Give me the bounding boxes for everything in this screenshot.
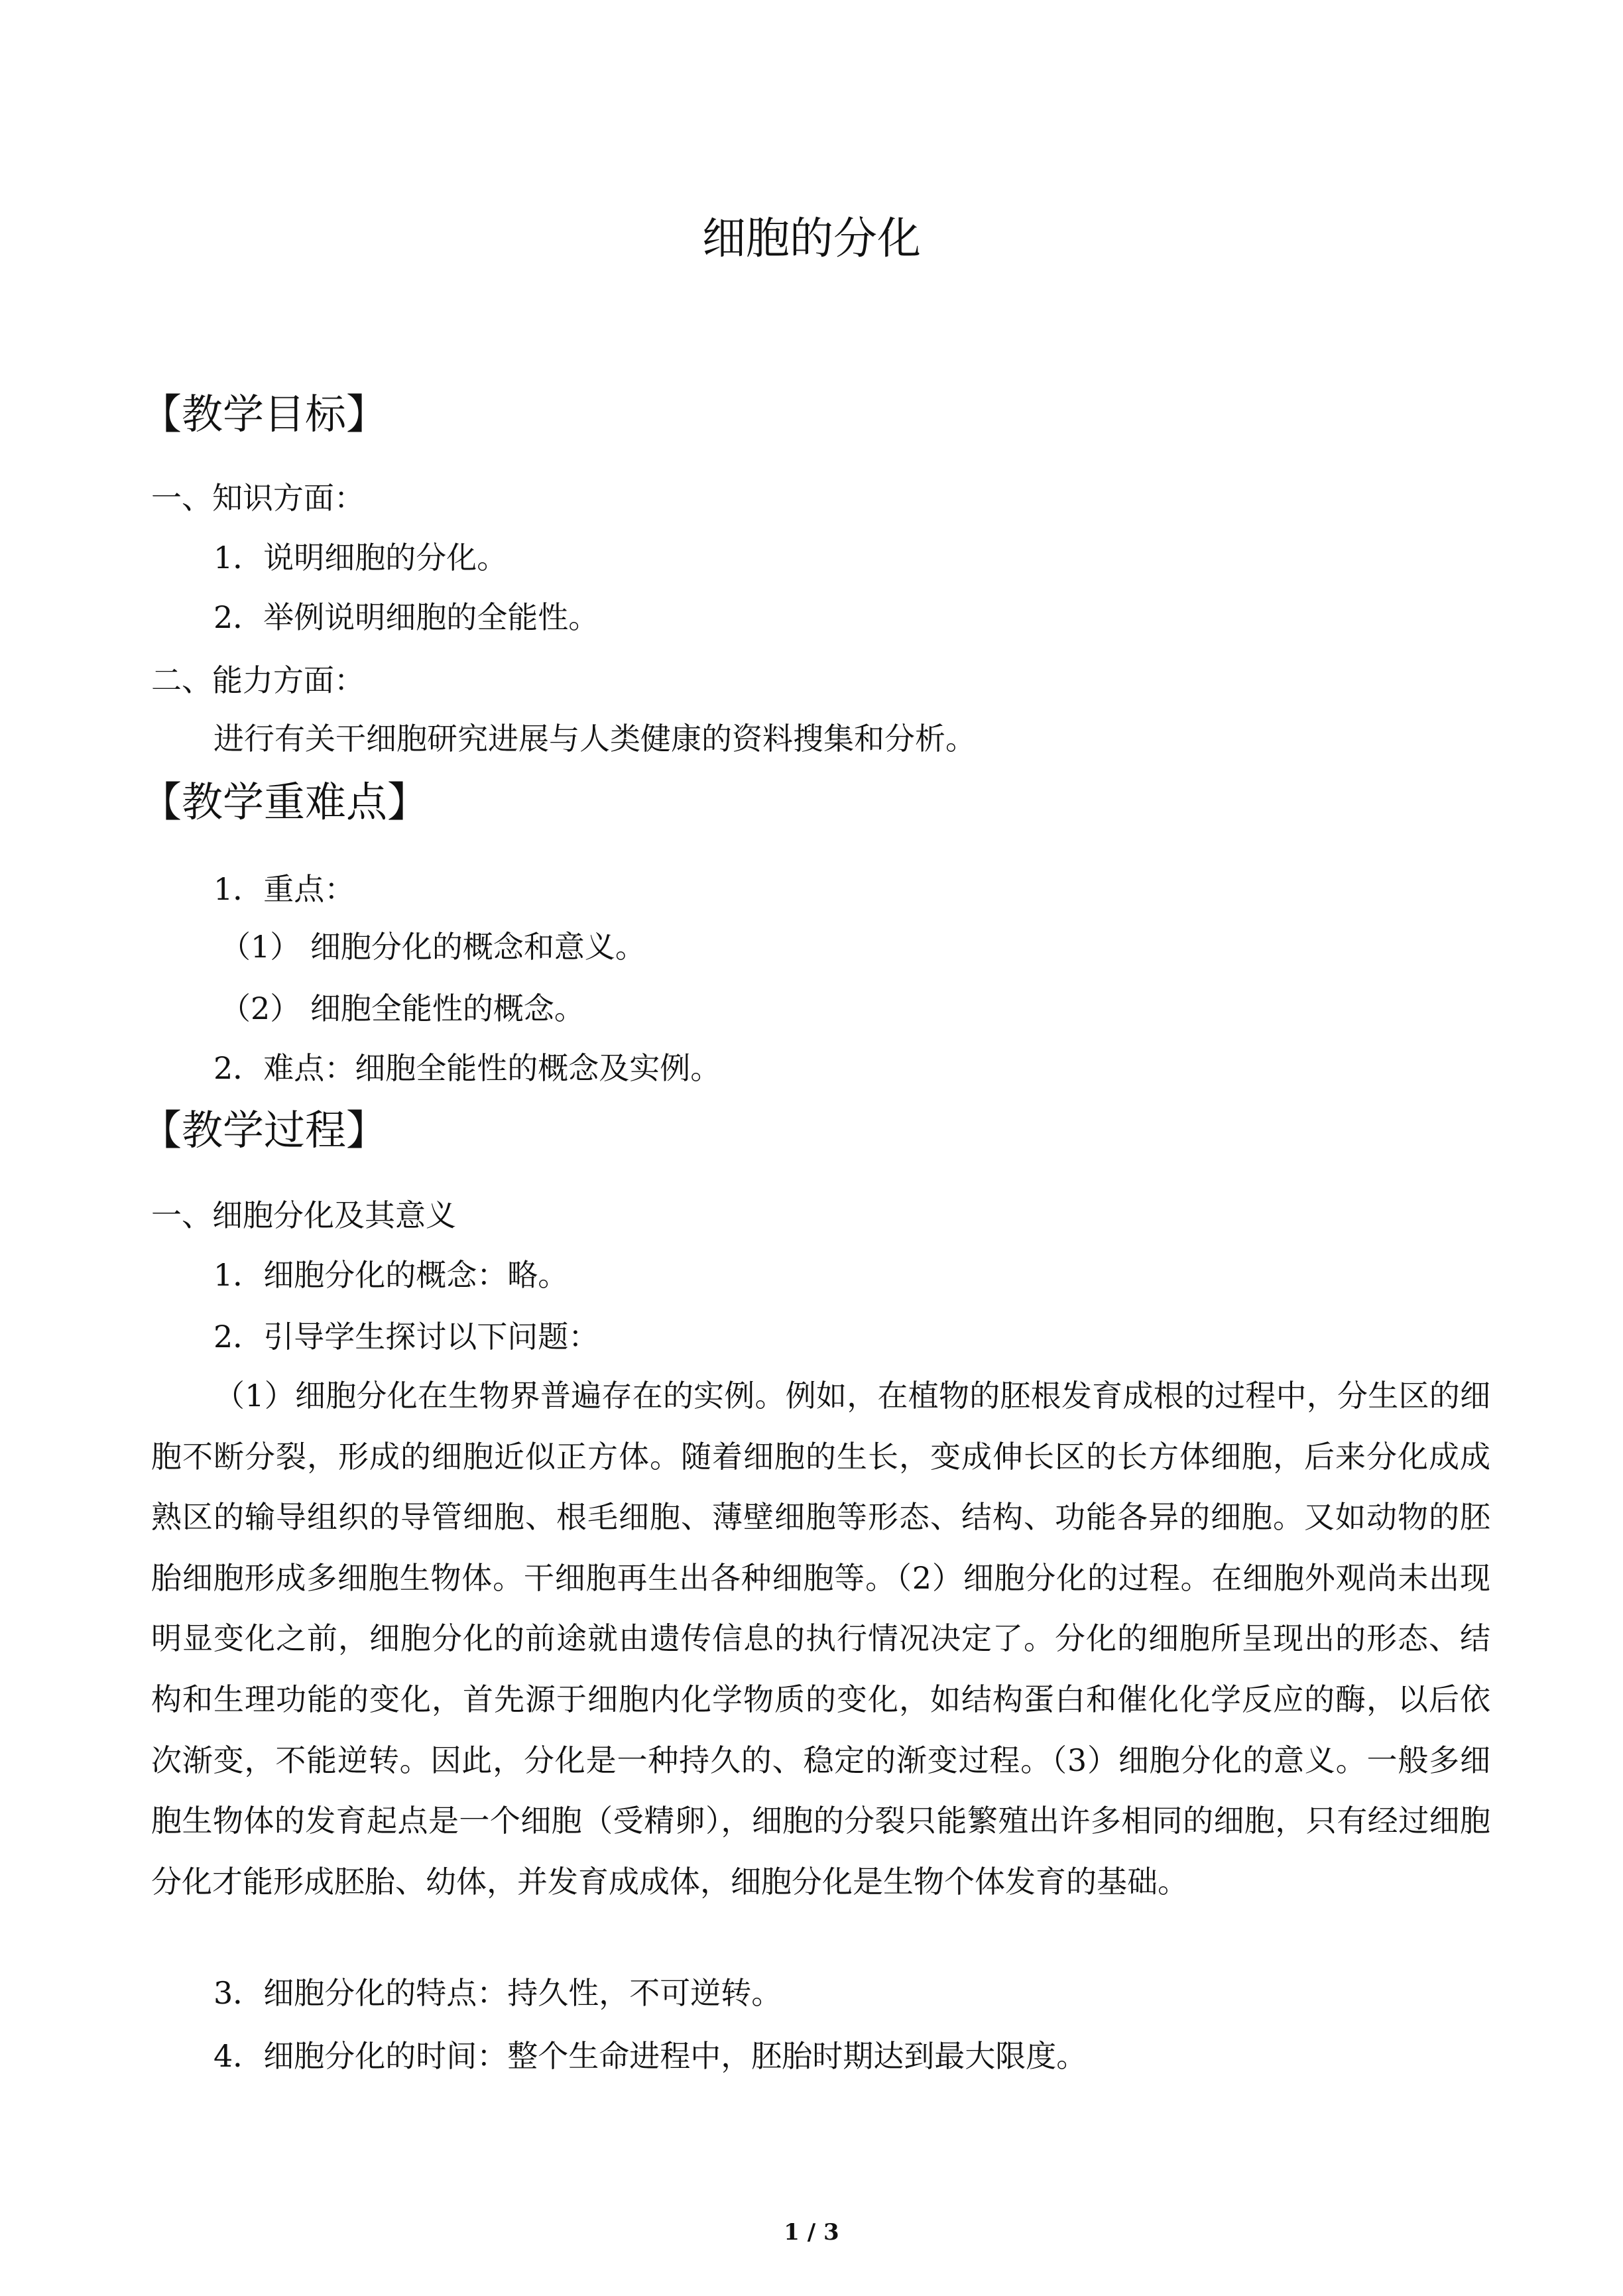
process-part1-label: 一、细胞分化及其意义 (151, 1197, 456, 1233)
focus-item-1: （1） 细胞分化的概念和意义。 (220, 929, 646, 965)
section-heading-key-points: 【教学重难点】 (141, 778, 429, 826)
process-item-2: 2．引导学生探讨以下问题： (213, 1319, 599, 1355)
process-paragraph: （1）细胞分化在生物界普遍存在的实例。例如，在植物的胚根发育成根的过程中，分生区的细胞不断分裂，形成的细胞近似正方体。随着细胞的生长，变成伸长区的长方体细胞，后来分化成成熟区的输导组织的导管细胞、根毛细胞、薄壁细胞等形态、结构、功能各异的细胞。又如动物的胚胎细胞形成多细胞生物体。干细胞再生出各种细胞等。（2）细胞分化的过程。在细胞外观尚未出现明显变化之前，细胞分化的前途就由遗传信息的执行情况决定了。分化的细胞所呈现出的形态、结构和生理功能的变化，首先源于细胞内化学物质的变化，如结构蛋白和催化化学反应的酶，以后依次渐变，不能逆转。因此，分化是一种持久的、稳定的渐变过程。（3）细胞分化的意义。一般多细胞生物体的发育起点是一个细胞（受精卵），细胞的分裂只能繁殖出许多相同的细胞，只有经过细胞分化才能形成胚胎、幼体，并发育成成体，细胞分化是生物个体发育的基础。 (151, 1378, 1490, 1900)
difficulty-text: 2．难点：细胞全能性的概念及实例。 (213, 1050, 721, 1086)
process-item-4: 4．细胞分化的时间：整个生命进程中，胚胎时期达到最大限度。 (213, 2038, 1087, 2074)
process-item-3: 3．细胞分化的特点：持久性，不可逆转。 (213, 1975, 782, 2011)
ability-label: 二、能力方面： (151, 662, 365, 698)
section-heading-objectives: 【教学目标】 (141, 390, 388, 438)
knowledge-item-2: 2．举例说明细胞的全能性。 (213, 599, 599, 635)
focus-item-2: （2） 细胞全能性的概念。 (220, 991, 585, 1026)
process-item-1: 1．细胞分化的概念：略。 (213, 1257, 569, 1293)
knowledge-label: 一、知识方面： (151, 480, 365, 516)
page-number: 1 / 3 (784, 2219, 839, 2246)
knowledge-item-1: 1．说明细胞的分化。 (213, 540, 508, 575)
page-title: 细胞的分化 (702, 213, 921, 264)
focus-label: 1．重点： (213, 871, 355, 907)
ability-text: 进行有关干细胞研究进展与人类健康的资料搜集和分析。 (213, 721, 976, 756)
section-heading-process: 【教学过程】 (141, 1106, 388, 1154)
